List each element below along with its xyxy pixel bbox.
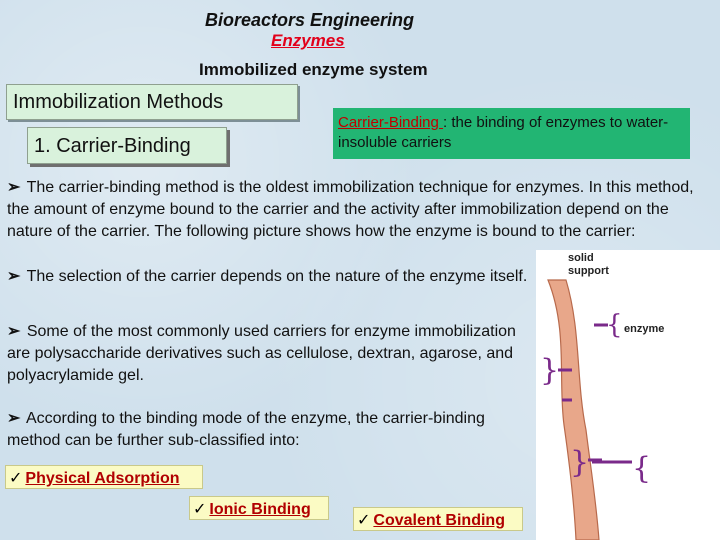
- ionic-binding-link[interactable]: [189, 496, 329, 520]
- enzyme-carrier-diagram: [536, 250, 720, 540]
- definition-text: : the binding of enzymes to water-insoluble carriers: [338, 114, 669, 151]
- arrow-bullet-icon: ➢: [7, 179, 21, 196]
- checkmark-icon: ✓: [9, 470, 23, 487]
- enzyme-2-icon: }: [540, 353, 560, 388]
- slide-title: Bioreactors Engineering: [205, 10, 415, 30]
- arrow-bullet-icon: ➢: [7, 410, 21, 427]
- enzyme-3-icon: }: [570, 445, 590, 480]
- definition-term[interactable]: Carrier-Binding: [338, 114, 444, 131]
- bullet-text-3: Some of the most commonly used carriers for enzyme immobilization are polysaccharide derivatives such as cellulose, dextran, agarose, and polyacrylamide gel.: [7, 323, 516, 384]
- bullet-paragraph-3: [7, 321, 527, 387]
- bullet-text-2: The selection of the carrier depends on the nature of the enzyme itself.: [26, 268, 528, 285]
- bullet-paragraph-2: [7, 266, 547, 288]
- slide-subtitle: Enzymes: [271, 31, 345, 50]
- solid-support-label-line2: support: [568, 265, 609, 277]
- bullet-text-4: According to the binding mode of the enzyme, the carrier-binding method can be further sub-classified into:: [7, 410, 485, 449]
- checkmark-icon: ✓: [193, 501, 207, 518]
- arrow-bullet-icon: ➢: [7, 323, 21, 340]
- arrow-bullet-icon: ➢: [7, 268, 21, 285]
- definition-box: [333, 108, 690, 159]
- bullet-paragraph-1: [7, 177, 717, 243]
- physical-adsorption-link[interactable]: [5, 465, 203, 489]
- ionic-binding-label: Ionic Binding: [209, 501, 311, 518]
- enzyme-1-icon: {: [606, 310, 623, 340]
- physical-adsorption-label: Physical Adsorption: [25, 470, 180, 487]
- carrier-binding-box: 1. Carrier-Binding: [27, 127, 227, 164]
- enzyme-label: enzyme: [624, 323, 665, 335]
- solid-support-label-line1: solid: [568, 252, 594, 264]
- bullet-text-1: The carrier-binding method is the oldest immobilization technique for enzymes. In this method, the amount of enzyme bound to the carrier and the activity after immobilization depend on the nature of the carrier. The following picture shows how the enzyme is bound to the carrier:: [7, 179, 694, 240]
- covalent-binding-label: Covalent Binding: [373, 512, 505, 529]
- bullet-paragraph-4: [7, 408, 507, 452]
- immobilization-methods-box: Immobilization Methods: [6, 84, 298, 120]
- enzyme-4-icon: {: [632, 451, 652, 486]
- checkmark-icon: ✓: [357, 512, 371, 529]
- section-heading: Immobilized enzyme system: [199, 60, 428, 79]
- covalent-binding-link[interactable]: [353, 507, 523, 531]
